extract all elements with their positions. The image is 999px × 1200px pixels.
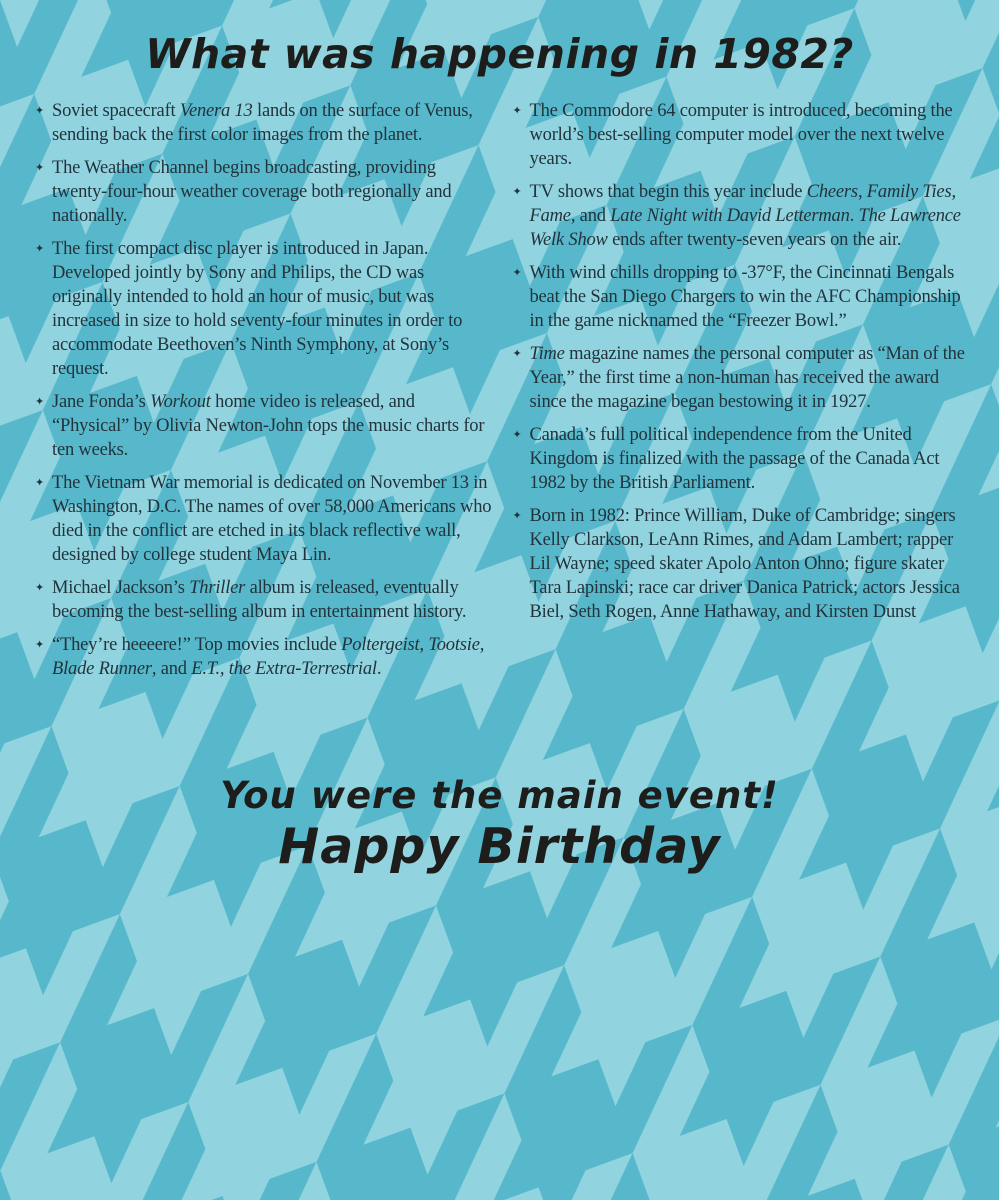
four-pointed-star-icon: ✦	[512, 105, 522, 117]
fact-item	[513, 342, 971, 414]
four-pointed-star-icon: ✦	[35, 243, 45, 255]
fact-text: The Commodore 64 computer is introduced, becoming the world’s best-selling computer model over the next twelve years.	[529, 101, 953, 169]
fact-text: “They’re heeeere!” Top movies include Poltergeist, Tootsie, Blade Runner, and E.T., the Extra-Terrestrial.	[52, 635, 485, 679]
fact-text: Canada’s full political independence from the United Kingdom is finalized with the passage of the Canada Act 1982 by the British Parliament.	[529, 425, 940, 493]
four-pointed-star-icon: ✦	[512, 267, 522, 279]
fact-text: TV shows that begin this year include Cheers, Family Ties, Fame, and Late Night with David Letterman. The Lawrence Welk Show ends after twenty-seven years on the air.	[529, 182, 961, 250]
fact-item	[513, 504, 971, 624]
fact-item	[35, 99, 493, 147]
fact-text: Jane Fonda’s Workout home video is released, and “Physical” by Olivia Newton-John tops the music charts for ten weeks.	[52, 392, 485, 460]
fact-item	[35, 390, 493, 462]
fact-item	[35, 576, 493, 624]
fact-item	[513, 261, 971, 333]
closing-message	[0, 774, 999, 874]
fact-text: With wind chills dropping to -37°F, the Cincinnati Bengals beat the San Diego Chargers to win the AFC Championship in the game nicknamed the “Freezer Bowl.”	[529, 263, 961, 331]
fact-text: Time magazine names the personal computer as “Man of the Year,” the first time a non-human has received the award since the magazine began bestowing it in 1927.	[529, 344, 965, 412]
four-pointed-star-icon: ✦	[35, 105, 45, 117]
fact-text: Soviet spacecraft Venera 13 lands on the surface of Venus, sending back the first color images from the planet.	[52, 101, 473, 145]
closing-line: You were the main event!	[220, 774, 779, 817]
fact-item	[513, 180, 971, 252]
fact-text: Born in 1982: Prince William, Duke of Cambridge; singers Kelly Clarkson, LeAnn Rimes, and Adam Lambert; rapper Lil Wayne; speed skater Apolo Anton Ohno; figure skater Tara Lapinski; race car driver Danica Patrick; actors Jessica Biel, Seth Rogen, Anne Hathaway, and Kirsten Dunst	[529, 506, 960, 622]
fact-text: The Weather Channel begins broadcasting, providing twenty-four-hour weather coverage both regionally and nationally.	[52, 158, 452, 226]
four-pointed-star-icon: ✦	[512, 429, 522, 441]
four-pointed-star-icon: ✦	[512, 348, 522, 360]
fact-item	[35, 471, 493, 567]
page-title: What was happening in 1982?	[145, 30, 854, 78]
fact-item	[35, 156, 493, 228]
fact-item	[513, 99, 971, 171]
four-pointed-star-icon: ✦	[512, 186, 522, 198]
four-pointed-star-icon: ✦	[35, 582, 45, 594]
fact-item	[513, 423, 971, 495]
four-pointed-star-icon: ✦	[35, 639, 45, 651]
facts-columns	[35, 99, 970, 690]
four-pointed-star-icon: ✦	[35, 396, 45, 408]
fact-text: The Vietnam War memorial is dedicated on November 13 in Washington, D.C. The names of over 58,000 Americans who died in the conflict are etched in its black reflective wall, designed by college student Maya Lin.	[52, 473, 492, 565]
fact-item	[35, 633, 493, 681]
facts-column-left	[35, 99, 493, 690]
four-pointed-star-icon: ✦	[35, 477, 45, 489]
four-pointed-star-icon: ✦	[35, 162, 45, 174]
happy-birthday-greeting: Happy Birthday	[278, 818, 721, 875]
fact-text: The first compact disc player is introduced in Japan. Developed jointly by Sony and Philips, the CD was originally intended to hold an hour of music, but was increased in size to hold seventy-four minutes in order to accommodate Beethoven’s Ninth Symphony, at Sony’s request.	[52, 239, 463, 379]
facts-column-right	[513, 99, 971, 690]
fact-text: Michael Jackson’s Thriller album is released, eventually becoming the best-selling album in entertainment history.	[52, 578, 467, 622]
four-pointed-star-icon: ✦	[512, 510, 522, 522]
fact-item	[35, 237, 493, 381]
